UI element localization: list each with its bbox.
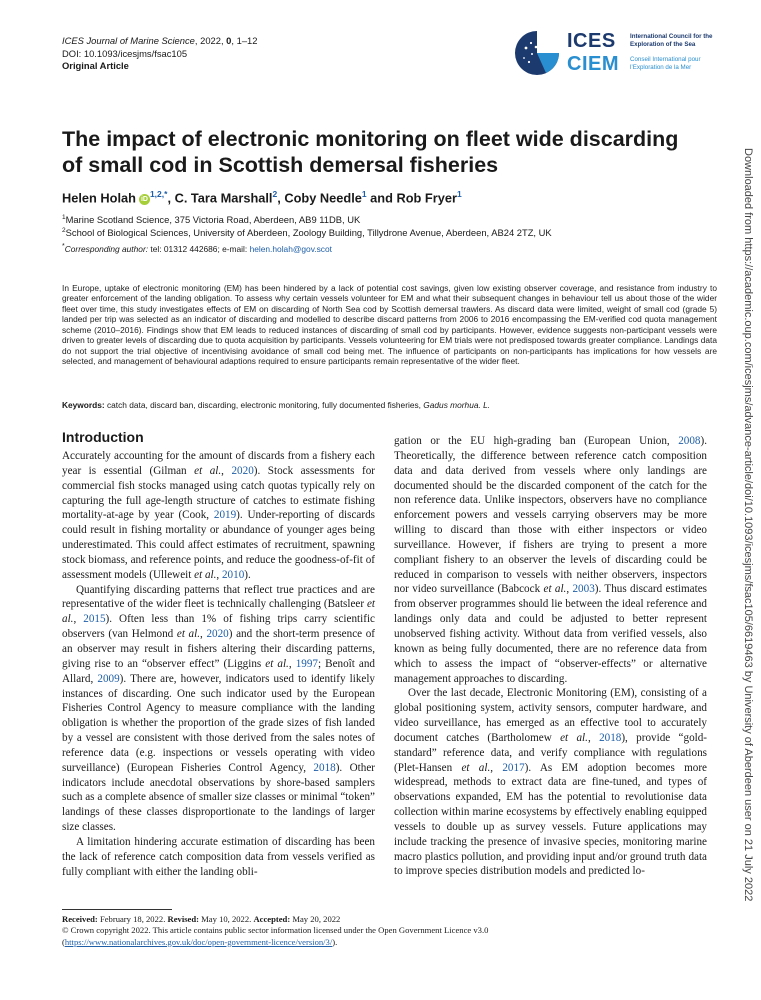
corresponding-marker: * <box>62 243 65 250</box>
body-paragraph: Quantifying discarding patterns that reflect true practices and are representative of the wider fleet is technically challenging (Batsleer et al., 2015). Often less than 1% of fishing trips carry scientific observers (van Helmond et al., 2020) and the short-term presence of an observer may result in fishers altering their discarding patterns, giving rise to an “observer effect” (Liggins et al., 1997; Benoît and Allard, 2009). There are, however, indicators used to identify likely instances of discarding. One such indicator used by the European Fisheries Control Agency to measure compliance with the landing obligation is whether the proportion of the grade sizes of fish landed by a vessel are consistent with those derived from the sales notes of reference data (e.g. inspections or vessels operating with video surveillance) (European Fisheries Control Agency, 2018). Other indicators include anecdotal observations by shore-based samplers such as a complete absence of smaller size classes or minimal “token” landings of these classes disproportionate to the landings of larger size classes. <box>62 583 376 834</box>
corresponding-author <box>62 243 332 254</box>
citation-link[interactable]: 2003 <box>572 583 595 596</box>
author-name[interactable]: Coby Needle <box>284 190 362 206</box>
affiliation-number: 1 <box>62 214 66 221</box>
citation-link[interactable]: 2018 <box>313 761 336 774</box>
citation-link[interactable]: 1997 <box>295 657 318 670</box>
citation-link[interactable]: 2020 <box>231 464 254 477</box>
article-footer <box>62 914 712 948</box>
history-dates <box>62 914 712 925</box>
copyright: © Crown copyright 2022. This article contains public sector information licensed under the Open Government Licence v3.0 <box>62 925 489 936</box>
revised-date: May 10, 2022. <box>199 914 254 924</box>
corresponding-tel: tel: 01312 442686; e-mail: <box>148 243 250 254</box>
orcid-icon[interactable]: iD <box>140 196 148 204</box>
received-date: February 18, 2022. <box>97 914 168 924</box>
author-separator: , <box>167 190 175 206</box>
licence-line <box>62 937 712 948</box>
body-paragraph: A limitation hindering accurate estimation of discarding has been the lack of reference catch composition data from vessels verified as fully compliant with either the landing obli- <box>62 835 375 878</box>
affiliation <box>62 212 360 226</box>
citation-link[interactable]: 2008 <box>678 435 701 447</box>
abstract: In Europe, uptake of electronic monitoring (EM) has been hindered by a lack of potential cost savings, given low existing observer coverage, and resistance from industry to greater enforcement of the landing obligation. To assess why certain vessels volunteer for EM and what their subsequent changes in behaviour tell us about those of the wider fleet over time, this study investigates effects of EM on discarding of North Sea cod by Scottish demersal trawlers. As discard data were limited, weight of small cod (grade 5) landed per trip was selected as an indicator of discarding and modelled to describe discard patterns from 2006 to 2016 encompassing the EM-verified cod quota management scheme (2010–2016). Findings show that EM leads to reduced instances of discarding of small cod by participants. However, evidence suggests non-participant vessels were driven to greater levels of discarding due to quota acquisition by participants. Vessels volunteering for EM trials were not predisposed towards greater compliance. Landings data do not support the trial objective of incentivising avoidance of small cod being met. The influence of participants on non-participants has implications for how vessels are selected, and management of behavioural adaptions required to ensure participants remain representative of the wider fleet. <box>62 283 717 367</box>
author-affil-marker: 1 <box>456 189 462 199</box>
licence-paren-open: ( <box>62 936 65 947</box>
ciem-wordmark: CIEM <box>567 53 619 75</box>
body-paragraph: Accurately accounting for the amount of discards from a fishery each year is essential (Gilman et al., 2020). Stock assessments for commercial fish stocks managed using catch quotas typically rely on capturing the full age-length structure of catches to estimate fishing mortality-at-age by year (Cook, 2019). Under-reporting of discards could result in fishing mortality or abundance of younger ages being underestimated. This could affect estimates of recruitment, spawning stock biomass, and reference points, and reduce the goodness-of-fit of assessment models (Ulleweit et al., 2010). <box>62 450 376 581</box>
affiliation <box>62 225 552 239</box>
body-paragraph: gation or the EU high-grading ban (European Union, 2008). Theoretically, the difference between reference catch composition data and data derived from vessels where only landings are documented should be the discarded component of the catch for the non reference data. Unlike inspectors, observers have no compliance enforcement powers and vessels carrying observers may be more willing to discard than those with either inspectors or video surveillance. However, if fishers are trying to present a more compliant fishery to an observer the levels of discarding could be reduced in comparison to vessels with neither observers, inspectors nor video surveillance (Babcock et al., 2003). Thus discard estimates from observer programmes should lie between the ideal reference and landings only data and could be adjusted to better represent unobserved fishing activity. Without data from verified vessels, also known as being fully documented, there are no reference data from which to assess the impact of “observer-effects” or alternative management approaches to discarding. <box>394 435 708 685</box>
author-list <box>62 189 462 205</box>
section-heading-introduction: Introduction <box>62 429 144 445</box>
citation-link[interactable]: 2019 <box>213 509 237 522</box>
ices-logo <box>512 28 712 82</box>
citation-link[interactable]: 2010 <box>221 568 245 581</box>
body-paragraph: Over the last decade, Electronic Monitoring (EM), consisting of a global positioning system, activity sensors, computer hardware, and video surveillance, has emerged as an effective tool to accurately document catches (Bartholomew et al., 2018), provide “gold-standard” reference data, and verify compliance with regulations (Plet-Hansen et al., 2017). As EM adoption becomes more widespread, methods to extract data are fine-tuned, and types of observations expanded, EM has the potential to revolutionise data collection within marine ecosystems by effectively enabling equipped vessels to double up as survey vessels. Future applications may include tracking the presence of invasive species, monitoring marine macro plastics pollution, and providing input and/or ground truth data to improve species distribution models and predicted lo- <box>394 687 708 878</box>
body-column-right <box>394 434 707 879</box>
licence-link[interactable]: https://www.nationalarchives.gov.uk/doc/open-government-licence/version/3/ <box>64 936 333 947</box>
body-column-left <box>62 449 375 879</box>
journal-header <box>62 35 257 73</box>
pages: , 1–12 <box>231 35 258 46</box>
volume: 0 <box>226 35 232 46</box>
citation-link[interactable]: 2020 <box>206 628 229 641</box>
author-separator: , <box>277 190 285 206</box>
affiliation-number: 2 <box>62 227 66 234</box>
citation-link[interactable]: 2009 <box>97 672 120 685</box>
licence-paren-close: ). <box>332 936 338 947</box>
corresponding-email-link[interactable]: helen.holah@gov.scot <box>249 243 332 254</box>
ices-wordmark: ICES <box>567 30 616 52</box>
revised-label: Revised: <box>167 914 200 924</box>
journal-name: ICES Journal of Marine Science <box>62 35 195 46</box>
affiliation-text: Marine Scotland Science, 375 Victoria Road, Aberdeen, AB9 11DB, UK <box>65 214 361 226</box>
doi[interactable]: DOI: 10.1093/icesjms/fsac105 <box>62 47 188 59</box>
citation-line <box>62 35 257 48</box>
org-name-en: International Council for the Exploration of the Sea <box>630 33 713 48</box>
citation-link[interactable]: 2015 <box>83 613 106 626</box>
author-and: and <box>366 190 397 206</box>
citation-link[interactable]: 2018 <box>599 731 622 744</box>
author-affil-marker: 1 <box>361 189 367 199</box>
affiliation-text: School of Biological Sciences, University of Aberdeen, Zoology Building, Tillydrone Avenue, Aberdeen, AB24 2TZ, UK <box>65 227 552 239</box>
footer-rule <box>62 909 172 910</box>
author-name[interactable]: Rob Fryer <box>396 190 457 206</box>
received-label: Received: <box>62 914 98 924</box>
author-name[interactable]: Helen Holah <box>62 190 136 206</box>
citation-year: , 2022, <box>194 35 227 46</box>
corresponding-label: Corresponding author: <box>64 243 149 254</box>
download-note-text: Downloaded from https://academic.oup.com/icesjms/advance-article/doi/10.1093/icesjms/fsac105/6619463 by University of Aberdeen user on 21 July 2022 <box>742 148 754 902</box>
accepted-date: May 20, 2022 <box>290 914 341 924</box>
author-affil-marker: 1,2,* <box>149 189 168 199</box>
keywords-label: Keywords: <box>62 400 105 410</box>
citation-link[interactable]: 2017 <box>502 761 525 774</box>
download-note <box>738 148 758 978</box>
org-name-fr: Conseil International pour l’Exploration de la Mer <box>630 56 701 71</box>
author-affil-marker: 2 <box>272 189 278 199</box>
article-type: Original Article <box>62 60 129 72</box>
accepted-label: Accepted: <box>253 914 291 924</box>
keywords-text: catch data, discard ban, discarding, electronic monitoring, fully documented fisheries, <box>104 400 424 410</box>
keywords-species: Gadus morhua. L. <box>423 400 491 410</box>
ices-emblem-icon <box>512 28 562 78</box>
author-name[interactable]: C. Tara Marshall <box>174 190 273 206</box>
keywords <box>62 400 717 410</box>
article-title: The impact of electronic monitoring on fleet wide discarding of small cod in Scottish demersal fisheries <box>62 127 679 177</box>
